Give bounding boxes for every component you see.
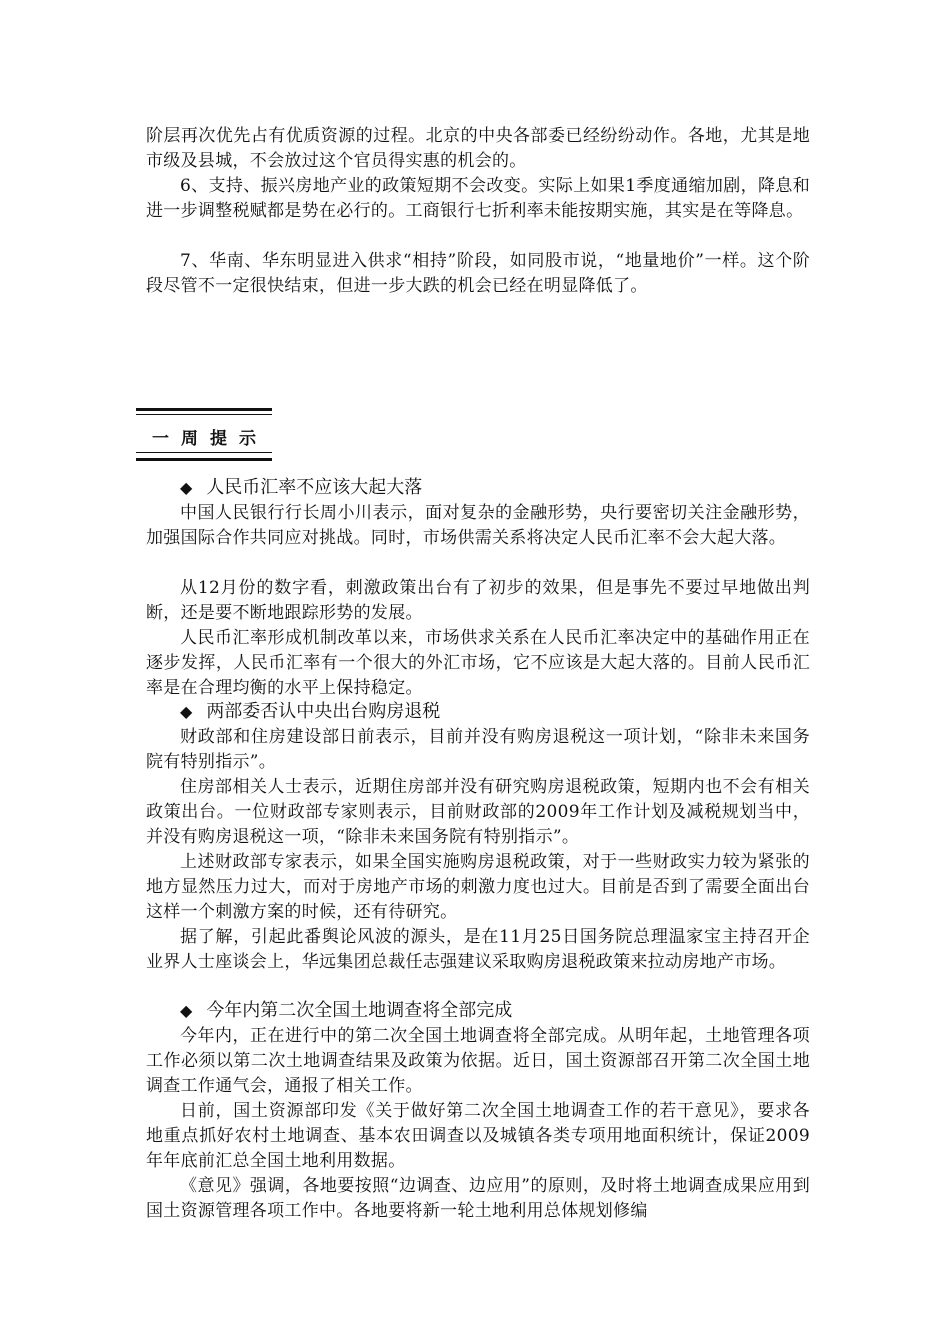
paragraph: 从12月份的数字看，刺激政策出台有了初步的效果，但是事先不要过早地做出判断，还是要不断地跟踪形势的发展。 bbox=[146, 578, 810, 623]
paragraph: 阶层再次优先占有优质资源的过程。北京的中央各部委已经纷纷动作。各地，尤其是地市级及县城，不会放过这个官员得实惠的机会的。 bbox=[146, 126, 810, 171]
item-heading bbox=[180, 999, 800, 1023]
paragraph: 《意见》强调，各地要按照“边调查、边应用”的原则，及时将土地调查成果应用到国土资源管理各项工作中。各地要将新一轮土地利用总体规划修编 bbox=[146, 1176, 810, 1221]
item-heading bbox=[180, 476, 800, 500]
paragraph: 据了解，引起此番舆论风波的源头，是在11月25日国务院总理温家宝主持召开企业界人士座谈会上，华远集团总裁任志强建议采取购房退税政策来拉动房地产市场。 bbox=[146, 927, 810, 972]
paragraph: 财政部和住房建设部日前表示，目前并没有购房退税这一项计划，“除非未来国务院有特别指示”。 bbox=[146, 727, 810, 772]
paragraph: 6、支持、振兴房地产业的政策短期不会改变。实际上如果1季度通缩加剧，降息和进一步调整税赋都是势在必行的。工商银行七折利率未能按期实施，其实是在等降息。 bbox=[146, 176, 810, 221]
paragraph: 上述财政部专家表示，如果全国实施购房退税政策，对于一些财政实力较为紧张的地方显然压力过大，而对于房地产市场的刺激力度也过大。目前是否到了需要全面出台这样一个刺激方案的时候，还有待研究。 bbox=[146, 852, 810, 922]
paragraph: 中国人民银行行长周小川表示，面对复杂的金融形势，央行要密切关注金融形势，加强国际合作共同应对挑战。同时，市场供需关系将决定人民币汇率不会大起大落。 bbox=[146, 503, 810, 548]
item-heading bbox=[180, 700, 800, 724]
paragraph: 日前，国土资源部印发《关于做好第二次全国土地调查工作的若干意见》，要求各地重点抓好农村土地调查、基本农田调查以及城镇各类专项用地面积统计，保证2009年年底前汇总全国土地利用数据。 bbox=[146, 1101, 810, 1171]
paragraph: 住房部相关人士表示，近期住房部并没有研究购房退税政策，短期内也不会有相关政策出台。一位财政部专家则表示，目前财政部的2009年工作计划及减税规划当中，并没有购房退税这一项，“除非未来国务院有特别指示”。 bbox=[146, 777, 810, 847]
diamond-bullet-icon: ◆ bbox=[180, 1001, 193, 1020]
paragraph: 7、华南、华东明显进入供求“相持”阶段，如同股市说，“地量地价”一样。这个阶段尽管不一定很快结束，但进一步大跌的机会已经在明显降低了。 bbox=[146, 251, 810, 296]
section-title: 一周提示 bbox=[152, 429, 268, 449]
paragraph: 人民币汇率形成机制改革以来，市场供求关系在人民币汇率决定中的基础作用正在逐步发挥，人民币汇率有一个很大的外汇市场，它不应该是大起大落的。目前人民币汇率是在合理均衡的水平上保持稳定。 bbox=[146, 628, 810, 698]
paragraph: 今年内，正在进行中的第二次全国土地调查将全部完成。从明年起，土地管理各项工作必须以第二次土地调查结果及政策为依据。近日，国土资源部召开第二次全国土地调查工作通气会，通报了相关工作。 bbox=[146, 1026, 810, 1096]
item-title: 两部委否认中央出台购房退税 bbox=[206, 701, 441, 722]
item-title: 人民币汇率不应该大起大落 bbox=[206, 477, 423, 498]
diamond-bullet-icon: ◆ bbox=[180, 478, 193, 497]
item-title: 今年内第二次全国土地调查将全部完成 bbox=[206, 1000, 513, 1021]
diamond-bullet-icon: ◆ bbox=[180, 702, 193, 721]
